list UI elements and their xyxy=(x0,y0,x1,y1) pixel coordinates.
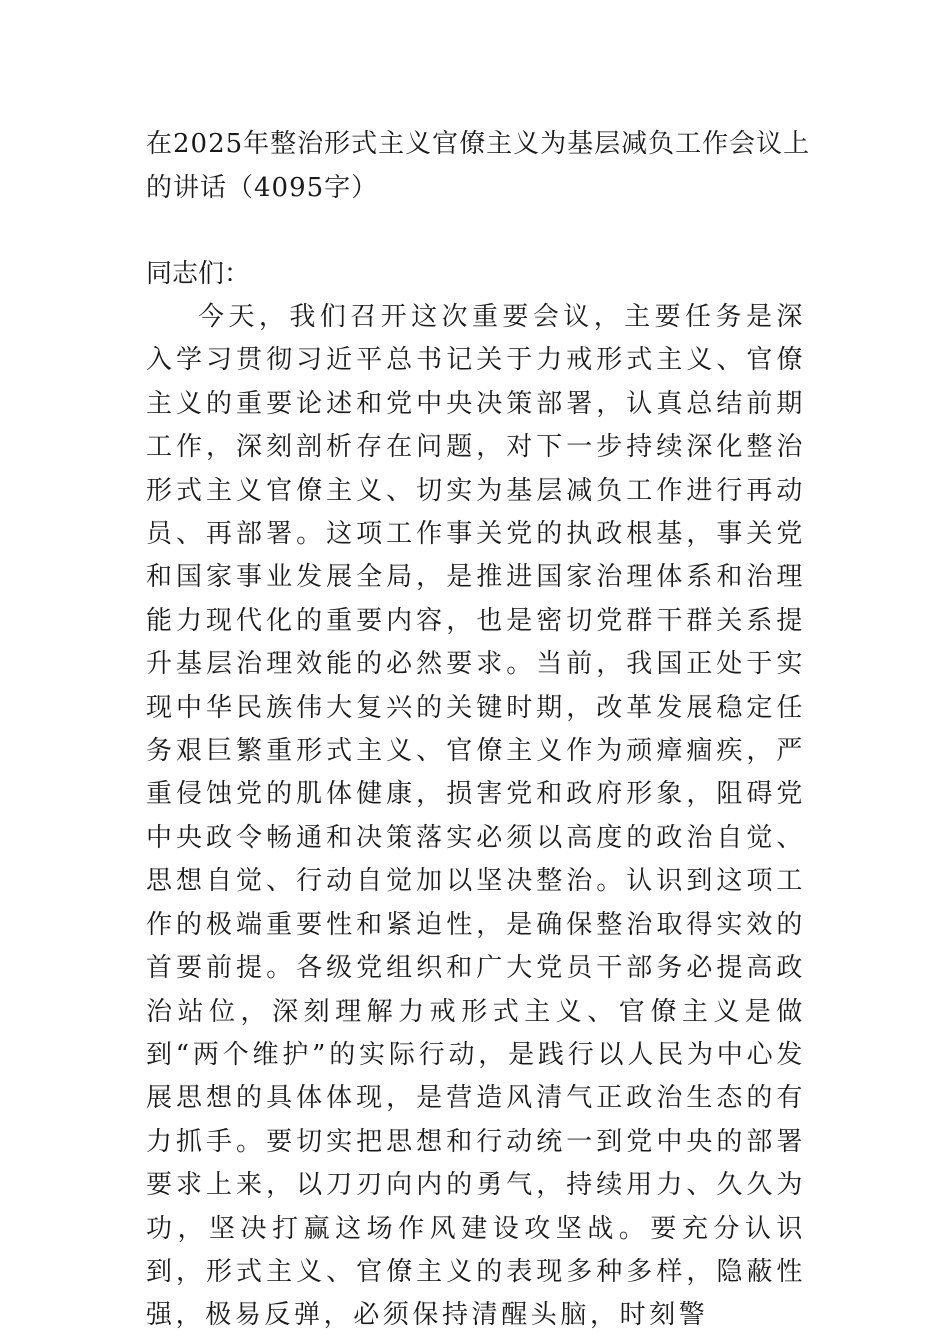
greeting: 同志们： xyxy=(146,259,251,289)
body-paragraph: 今天，我们召开这次重要会议，主要任务是深入学习贯彻习近平总书记关于力戒形式主义、官僚主义的重要论述和党中央决策部署，认真总结前期工作，深刻剖析存在问题，对下一步持续深化整治形式主义官僚主义、切实为基层减负工作进行再动员、再部署。这项工作事关党的执政根基，事关党和国家事业发展全局，是推进国家治理体系和治理能力现代化的重要内容，也是密切党群干群关系提升基层治理效能的必然要求。当前，我国正处于实现中华民族伟大复兴的关键时期，改革发展稳定任务艰巨繁重形式主义、官僚主义作为顽瘴痼疾，严重侵蚀党的肌体健康，损害党和政府形象，阻碍党中央政令畅通和决策落实必须以高度的政治自觉、思想自觉、行动自觉加以坚决整治。认识到这项工作的极端重要性和紧迫性，是确保整治取得实效的首要前提。各级党组织和广大党员干部务必提高政治站位，深刻理解力戒形式主义、官僚主义是做到“两个维护”的实际行动，是践行以人民为中心发展思想的具体体现，是营造风清气正政治生态的有力抓手。要切实把思想和行动统一到党中央的部署要求上来，以刀刃向内的勇气，持续用力、久久为功，坚决打赢这场作风建设攻坚战。要充分认识到，形式主义、官僚主义的表现多种多样，隐蔽性强，极易反弹，必须保持清醒头脑，时刻警 xyxy=(146,302,806,1331)
document-title: 在2025年整治形式主义官僚主义为基层减负工作会议上的讲话（4095字） xyxy=(146,129,811,203)
